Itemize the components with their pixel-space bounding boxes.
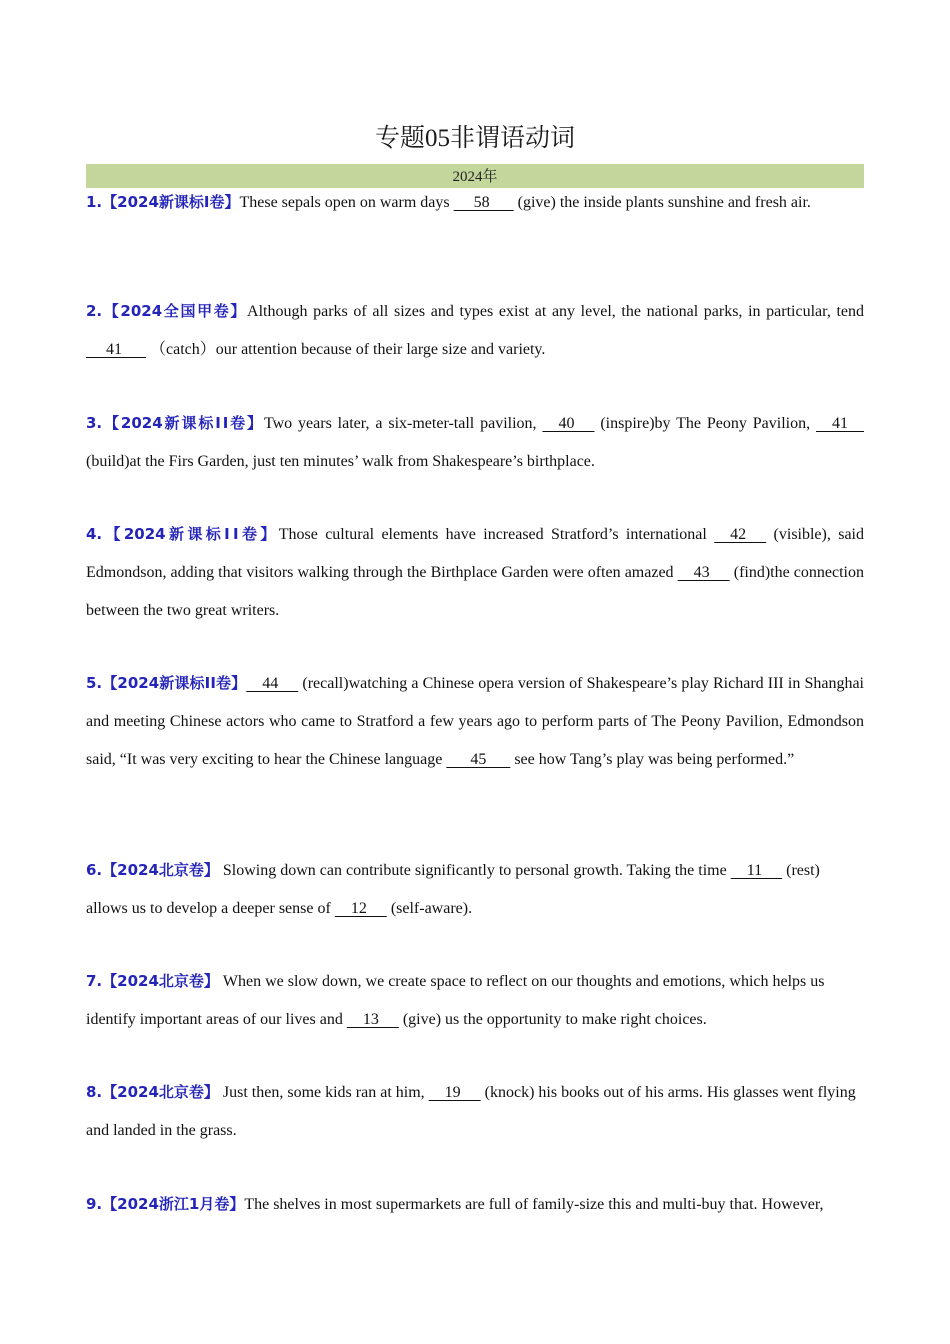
question-source-tag: 9.【2024浙江1月卷】 bbox=[86, 1195, 245, 1213]
answer-blank: 45 bbox=[446, 751, 511, 768]
question-text: (rest) allows us to develop a deeper sense of bbox=[86, 862, 820, 917]
answer-blank: 43 bbox=[677, 564, 730, 581]
answer-blank: 12 bbox=[334, 900, 387, 917]
question-text: Slowing down can contribute significantly to personal growth. Taking the time bbox=[218, 862, 731, 879]
question-text: (recall)watching a Chinese opera version of Shakespeare’s play Richard III in Shanghai and meeting Chinese actors who came to Stratford a few years ago to perform parts of The Peony Pavilion, Edmondson said, “It was very exciting to hear the Chinese language bbox=[86, 675, 864, 768]
question-source-tag: 1.【2024新课标Ⅰ卷】 bbox=[86, 193, 240, 211]
question-text: see how Tang’s play was being performed.” bbox=[510, 751, 795, 768]
question-text: (knock) his books out of his arms. His glasses went flying and landed in the grass. bbox=[86, 1084, 856, 1139]
year-header-bar: 2024年 bbox=[86, 164, 864, 188]
question-2 bbox=[86, 292, 864, 369]
question-source-tag: 3.【2024新课标ⅠⅠ卷】 bbox=[86, 414, 264, 432]
question-source-tag: 7.【2024北京卷】 bbox=[86, 972, 219, 990]
question-text: The shelves in most supermarkets are full of family-size this and multi-buy that. However, bbox=[244, 1196, 824, 1213]
question-source-tag: 2.【2024全国甲卷】 bbox=[86, 302, 248, 320]
answer-blank: 42 bbox=[714, 526, 767, 543]
question-source-tag: 6.【2024北京卷】 bbox=[86, 861, 219, 879]
answer-blank: 58 bbox=[453, 194, 514, 211]
question-4 bbox=[86, 515, 864, 630]
answer-blank: 40 bbox=[542, 415, 595, 432]
question-text: (inspire)by The Peony Pavilion, bbox=[594, 415, 817, 432]
answer-blank: 19 bbox=[428, 1084, 481, 1101]
question-1 bbox=[86, 183, 864, 222]
question-8 bbox=[86, 1073, 864, 1150]
question-source-tag: 4.【2024新课标ⅠⅠ卷】 bbox=[86, 525, 279, 543]
question-7 bbox=[86, 962, 864, 1039]
question-text: Although parks of all sizes and types exist at any level, the national parks, in particular, tend bbox=[247, 303, 865, 320]
answer-blank: 44 bbox=[246, 675, 299, 692]
question-text: (find)the connection between the two great writers. bbox=[86, 564, 864, 619]
question-6 bbox=[86, 851, 864, 928]
question-9 bbox=[86, 1185, 864, 1224]
question-source-tag: 8.【2024北京卷】 bbox=[86, 1083, 219, 1101]
answer-blank: 41 bbox=[816, 415, 865, 432]
answer-blank: 11 bbox=[730, 862, 783, 879]
question-text: Just then, some kids ran at him, bbox=[218, 1084, 429, 1101]
page-title: 专题05非谓语动词 bbox=[374, 125, 575, 152]
question-text: (self-aware). bbox=[386, 900, 473, 917]
question-text: Two years later, a six-meter-tall pavilion, bbox=[263, 415, 543, 432]
question-3 bbox=[86, 404, 864, 481]
question-text: When we slow down, we create space to reflect on our thoughts and emotions, which helps us identify important areas of our lives and bbox=[86, 973, 825, 1028]
question-text: (visible), said Edmondson, adding that visitors walking through the Birthplace Garden were often amazed bbox=[86, 526, 865, 581]
question-text: These sepals open on warm days bbox=[239, 194, 454, 211]
question-text: (give) the inside plants sunshine and fresh air. bbox=[513, 194, 811, 211]
answer-blank: 13 bbox=[346, 1011, 399, 1028]
question-text: (give) us the opportunity to make right choices. bbox=[398, 1011, 707, 1028]
question-source-tag: 5.【2024新课标ⅠⅠ卷】 bbox=[86, 674, 247, 692]
question-text: (build)at the Firs Garden, just ten minutes’ walk from Shakespeare’s birthplace. bbox=[86, 453, 595, 470]
question-text: （catch）our attention because of their large size and variety. bbox=[146, 341, 546, 358]
answer-blank: 41 bbox=[86, 341, 146, 358]
question-5 bbox=[86, 664, 864, 779]
question-text: Those cultural elements have increased Stratford’s international bbox=[278, 526, 715, 543]
